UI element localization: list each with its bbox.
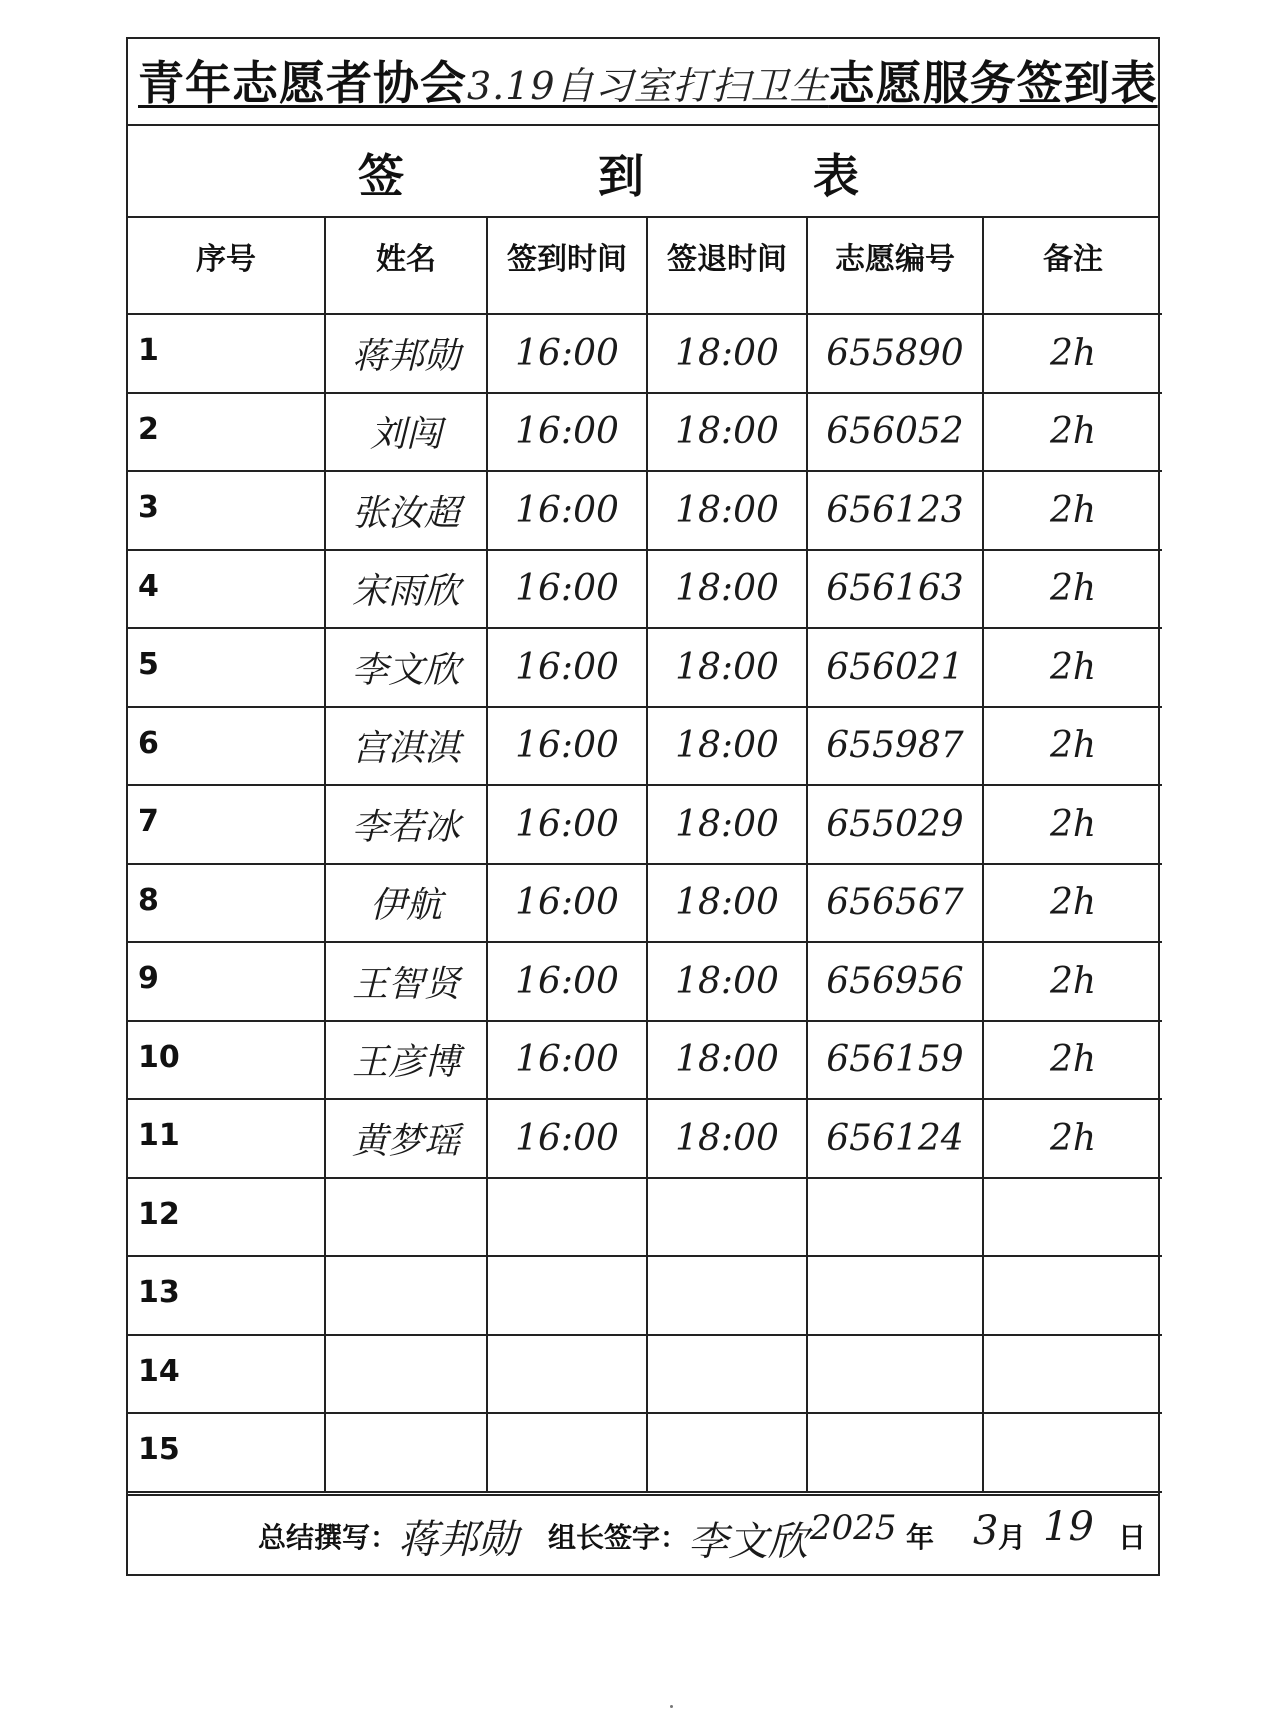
sign-in-time-cell bbox=[487, 1256, 647, 1335]
sign-out-time-cell: 18:00 bbox=[647, 628, 807, 707]
subtitle-char-1: 签 bbox=[358, 149, 404, 203]
table-row bbox=[128, 550, 1162, 629]
title-handwritten-activity: 3.19自习室打扫卫生 bbox=[467, 64, 829, 108]
subtitle-char-3: 表 bbox=[813, 149, 859, 203]
speck-mark bbox=[670, 1705, 673, 1708]
remark-cell bbox=[983, 1178, 1162, 1257]
table-row bbox=[128, 628, 1162, 707]
sign-out-time-cell bbox=[647, 1335, 807, 1414]
sign-out-time-cell: 18:00 bbox=[647, 393, 807, 472]
volunteer-id-cell: 655890 bbox=[807, 314, 983, 393]
remark-cell: 2h bbox=[983, 314, 1162, 393]
volunteer-name-cell: 王彦博 bbox=[325, 1021, 487, 1100]
volunteer-id-cell bbox=[807, 1256, 983, 1335]
sign-in-time-cell: 16:00 bbox=[487, 314, 647, 393]
remark-cell: 2h bbox=[983, 628, 1162, 707]
date-day-value: 19 bbox=[1043, 1504, 1094, 1550]
sign-in-time-cell: 16:00 bbox=[487, 471, 647, 550]
table-row bbox=[128, 393, 1162, 472]
volunteer-id-cell bbox=[807, 1413, 983, 1492]
row-index-cell: 10 bbox=[128, 1021, 325, 1100]
volunteer-id-cell bbox=[807, 1335, 983, 1414]
table-row bbox=[128, 1335, 1162, 1414]
sign-out-time-cell bbox=[647, 1256, 807, 1335]
sign-in-time-cell: 16:00 bbox=[487, 1021, 647, 1100]
volunteer-name-cell: 刘闯 bbox=[325, 393, 487, 472]
volunteer-id-cell: 656163 bbox=[807, 550, 983, 629]
row-index-cell: 4 bbox=[128, 550, 325, 629]
sign-in-time-cell bbox=[487, 1335, 647, 1414]
remark-cell: 2h bbox=[983, 471, 1162, 550]
volunteer-name-cell bbox=[325, 1335, 487, 1414]
volunteer-name-cell: 宫淇淇 bbox=[325, 707, 487, 786]
remark-cell: 2h bbox=[983, 707, 1162, 786]
sign-in-time-cell: 16:00 bbox=[487, 707, 647, 786]
sign-out-time-cell bbox=[647, 1413, 807, 1492]
sign-in-time-cell bbox=[487, 1413, 647, 1492]
remark-cell: 2h bbox=[983, 864, 1162, 943]
table-row bbox=[128, 1099, 1162, 1178]
row-index-cell: 3 bbox=[128, 471, 325, 550]
date-year-value: 2025 bbox=[810, 1508, 897, 1548]
sign-out-time-cell: 18:00 bbox=[647, 707, 807, 786]
date-year-label: 年 bbox=[906, 1521, 935, 1554]
footer-row bbox=[128, 1494, 1158, 1574]
remark-cell: 2h bbox=[983, 1099, 1162, 1178]
sign-out-time-cell: 18:00 bbox=[647, 942, 807, 1021]
volunteer-id-cell: 656159 bbox=[807, 1021, 983, 1100]
volunteer-id-cell: 655987 bbox=[807, 707, 983, 786]
summary-signature: 蒋邦勋 bbox=[398, 1517, 518, 1563]
row-index-cell: 9 bbox=[128, 942, 325, 1021]
sign-in-time-cell bbox=[487, 1178, 647, 1257]
row-index-cell: 2 bbox=[128, 393, 325, 472]
row-index-cell: 15 bbox=[128, 1413, 325, 1492]
row-index-cell: 1 bbox=[128, 314, 325, 393]
table-body bbox=[128, 314, 1162, 1492]
remark-cell bbox=[983, 1256, 1162, 1335]
volunteer-id-cell: 656123 bbox=[807, 471, 983, 550]
table-row bbox=[128, 1413, 1162, 1492]
header-name: 姓名 bbox=[325, 218, 487, 314]
sign-out-time-cell: 18:00 bbox=[647, 550, 807, 629]
remark-cell bbox=[983, 1413, 1162, 1492]
remark-cell: 2h bbox=[983, 785, 1162, 864]
title-row bbox=[128, 39, 1158, 126]
sign-out-time-cell: 18:00 bbox=[647, 314, 807, 393]
sign-out-time-cell bbox=[647, 1178, 807, 1257]
sign-in-time-cell: 16:00 bbox=[487, 785, 647, 864]
sign-in-time-cell: 16:00 bbox=[487, 550, 647, 629]
remark-cell: 2h bbox=[983, 393, 1162, 472]
sign-out-time-cell: 18:00 bbox=[647, 785, 807, 864]
volunteer-id-cell: 656567 bbox=[807, 864, 983, 943]
sheet-title bbox=[138, 47, 1158, 113]
sign-in-table bbox=[128, 218, 1162, 1493]
remark-cell: 2h bbox=[983, 1021, 1162, 1100]
row-index-cell: 13 bbox=[128, 1256, 325, 1335]
volunteer-id-cell: 655029 bbox=[807, 785, 983, 864]
row-index-cell: 7 bbox=[128, 785, 325, 864]
volunteer-id-cell: 656021 bbox=[807, 628, 983, 707]
volunteer-id-cell: 656956 bbox=[807, 942, 983, 1021]
header-sign-in-time: 签到时间 bbox=[487, 218, 647, 314]
table-row bbox=[128, 471, 1162, 550]
table-header-row bbox=[128, 218, 1162, 314]
sign-out-time-cell: 18:00 bbox=[647, 1021, 807, 1100]
volunteer-name-cell: 伊航 bbox=[325, 864, 487, 943]
table-row bbox=[128, 864, 1162, 943]
volunteer-name-cell bbox=[325, 1256, 487, 1335]
sign-in-sheet bbox=[126, 37, 1160, 1576]
summary-label: 总结撰写： bbox=[258, 1521, 399, 1554]
date-month-value: 3 bbox=[973, 1508, 999, 1554]
header-volunteer-id: 志愿编号 bbox=[807, 218, 983, 314]
leader-signature: 李文欣 bbox=[688, 1519, 808, 1565]
row-index-cell: 8 bbox=[128, 864, 325, 943]
table-row bbox=[128, 1256, 1162, 1335]
header-remarks: 备注 bbox=[983, 218, 1162, 314]
table-row bbox=[128, 1021, 1162, 1100]
sign-out-time-cell: 18:00 bbox=[647, 471, 807, 550]
volunteer-name-cell bbox=[325, 1178, 487, 1257]
row-index-cell: 5 bbox=[128, 628, 325, 707]
leader-sign-label: 组长签字： bbox=[548, 1521, 689, 1554]
row-index-cell: 6 bbox=[128, 707, 325, 786]
row-index-cell: 11 bbox=[128, 1099, 325, 1178]
volunteer-id-cell: 656124 bbox=[807, 1099, 983, 1178]
volunteer-name-cell: 蒋邦勋 bbox=[325, 314, 487, 393]
sign-out-time-cell: 18:00 bbox=[647, 1099, 807, 1178]
remark-cell: 2h bbox=[983, 550, 1162, 629]
table-row bbox=[128, 314, 1162, 393]
volunteer-name-cell: 李文欣 bbox=[325, 628, 487, 707]
table-row bbox=[128, 785, 1162, 864]
subtitle-char-2: 到 bbox=[598, 149, 644, 203]
volunteer-id-cell bbox=[807, 1178, 983, 1257]
sign-in-time-cell: 16:00 bbox=[487, 1099, 647, 1178]
row-index-cell: 12 bbox=[128, 1178, 325, 1257]
volunteer-name-cell: 王智贤 bbox=[325, 942, 487, 1021]
title-printed-left: 青年志愿者协会 bbox=[138, 56, 467, 110]
remark-cell bbox=[983, 1335, 1162, 1414]
row-index-cell: 14 bbox=[128, 1335, 325, 1414]
sign-in-time-cell: 16:00 bbox=[487, 628, 647, 707]
table-row bbox=[128, 942, 1162, 1021]
sign-in-time-cell: 16:00 bbox=[487, 864, 647, 943]
title-printed-right: 志愿服务签到表 bbox=[828, 56, 1158, 110]
volunteer-name-cell: 张汝超 bbox=[325, 471, 487, 550]
sign-in-time-cell: 16:00 bbox=[487, 393, 647, 472]
volunteer-name-cell: 李若冰 bbox=[325, 785, 487, 864]
sign-out-time-cell: 18:00 bbox=[647, 864, 807, 943]
header-index: 序号 bbox=[128, 218, 325, 314]
table-row bbox=[128, 707, 1162, 786]
table-row bbox=[128, 1178, 1162, 1257]
header-sign-out-time: 签退时间 bbox=[647, 218, 807, 314]
volunteer-name-cell: 宋雨欣 bbox=[325, 550, 487, 629]
volunteer-name-cell bbox=[325, 1413, 487, 1492]
sign-in-time-cell: 16:00 bbox=[487, 942, 647, 1021]
subtitle-row bbox=[128, 126, 1158, 218]
volunteer-id-cell: 656052 bbox=[807, 393, 983, 472]
date-month-label: 月 bbox=[998, 1521, 1027, 1554]
date-day-label: 日 bbox=[1118, 1521, 1147, 1554]
remark-cell: 2h bbox=[983, 942, 1162, 1021]
volunteer-name-cell: 黄梦瑶 bbox=[325, 1099, 487, 1178]
